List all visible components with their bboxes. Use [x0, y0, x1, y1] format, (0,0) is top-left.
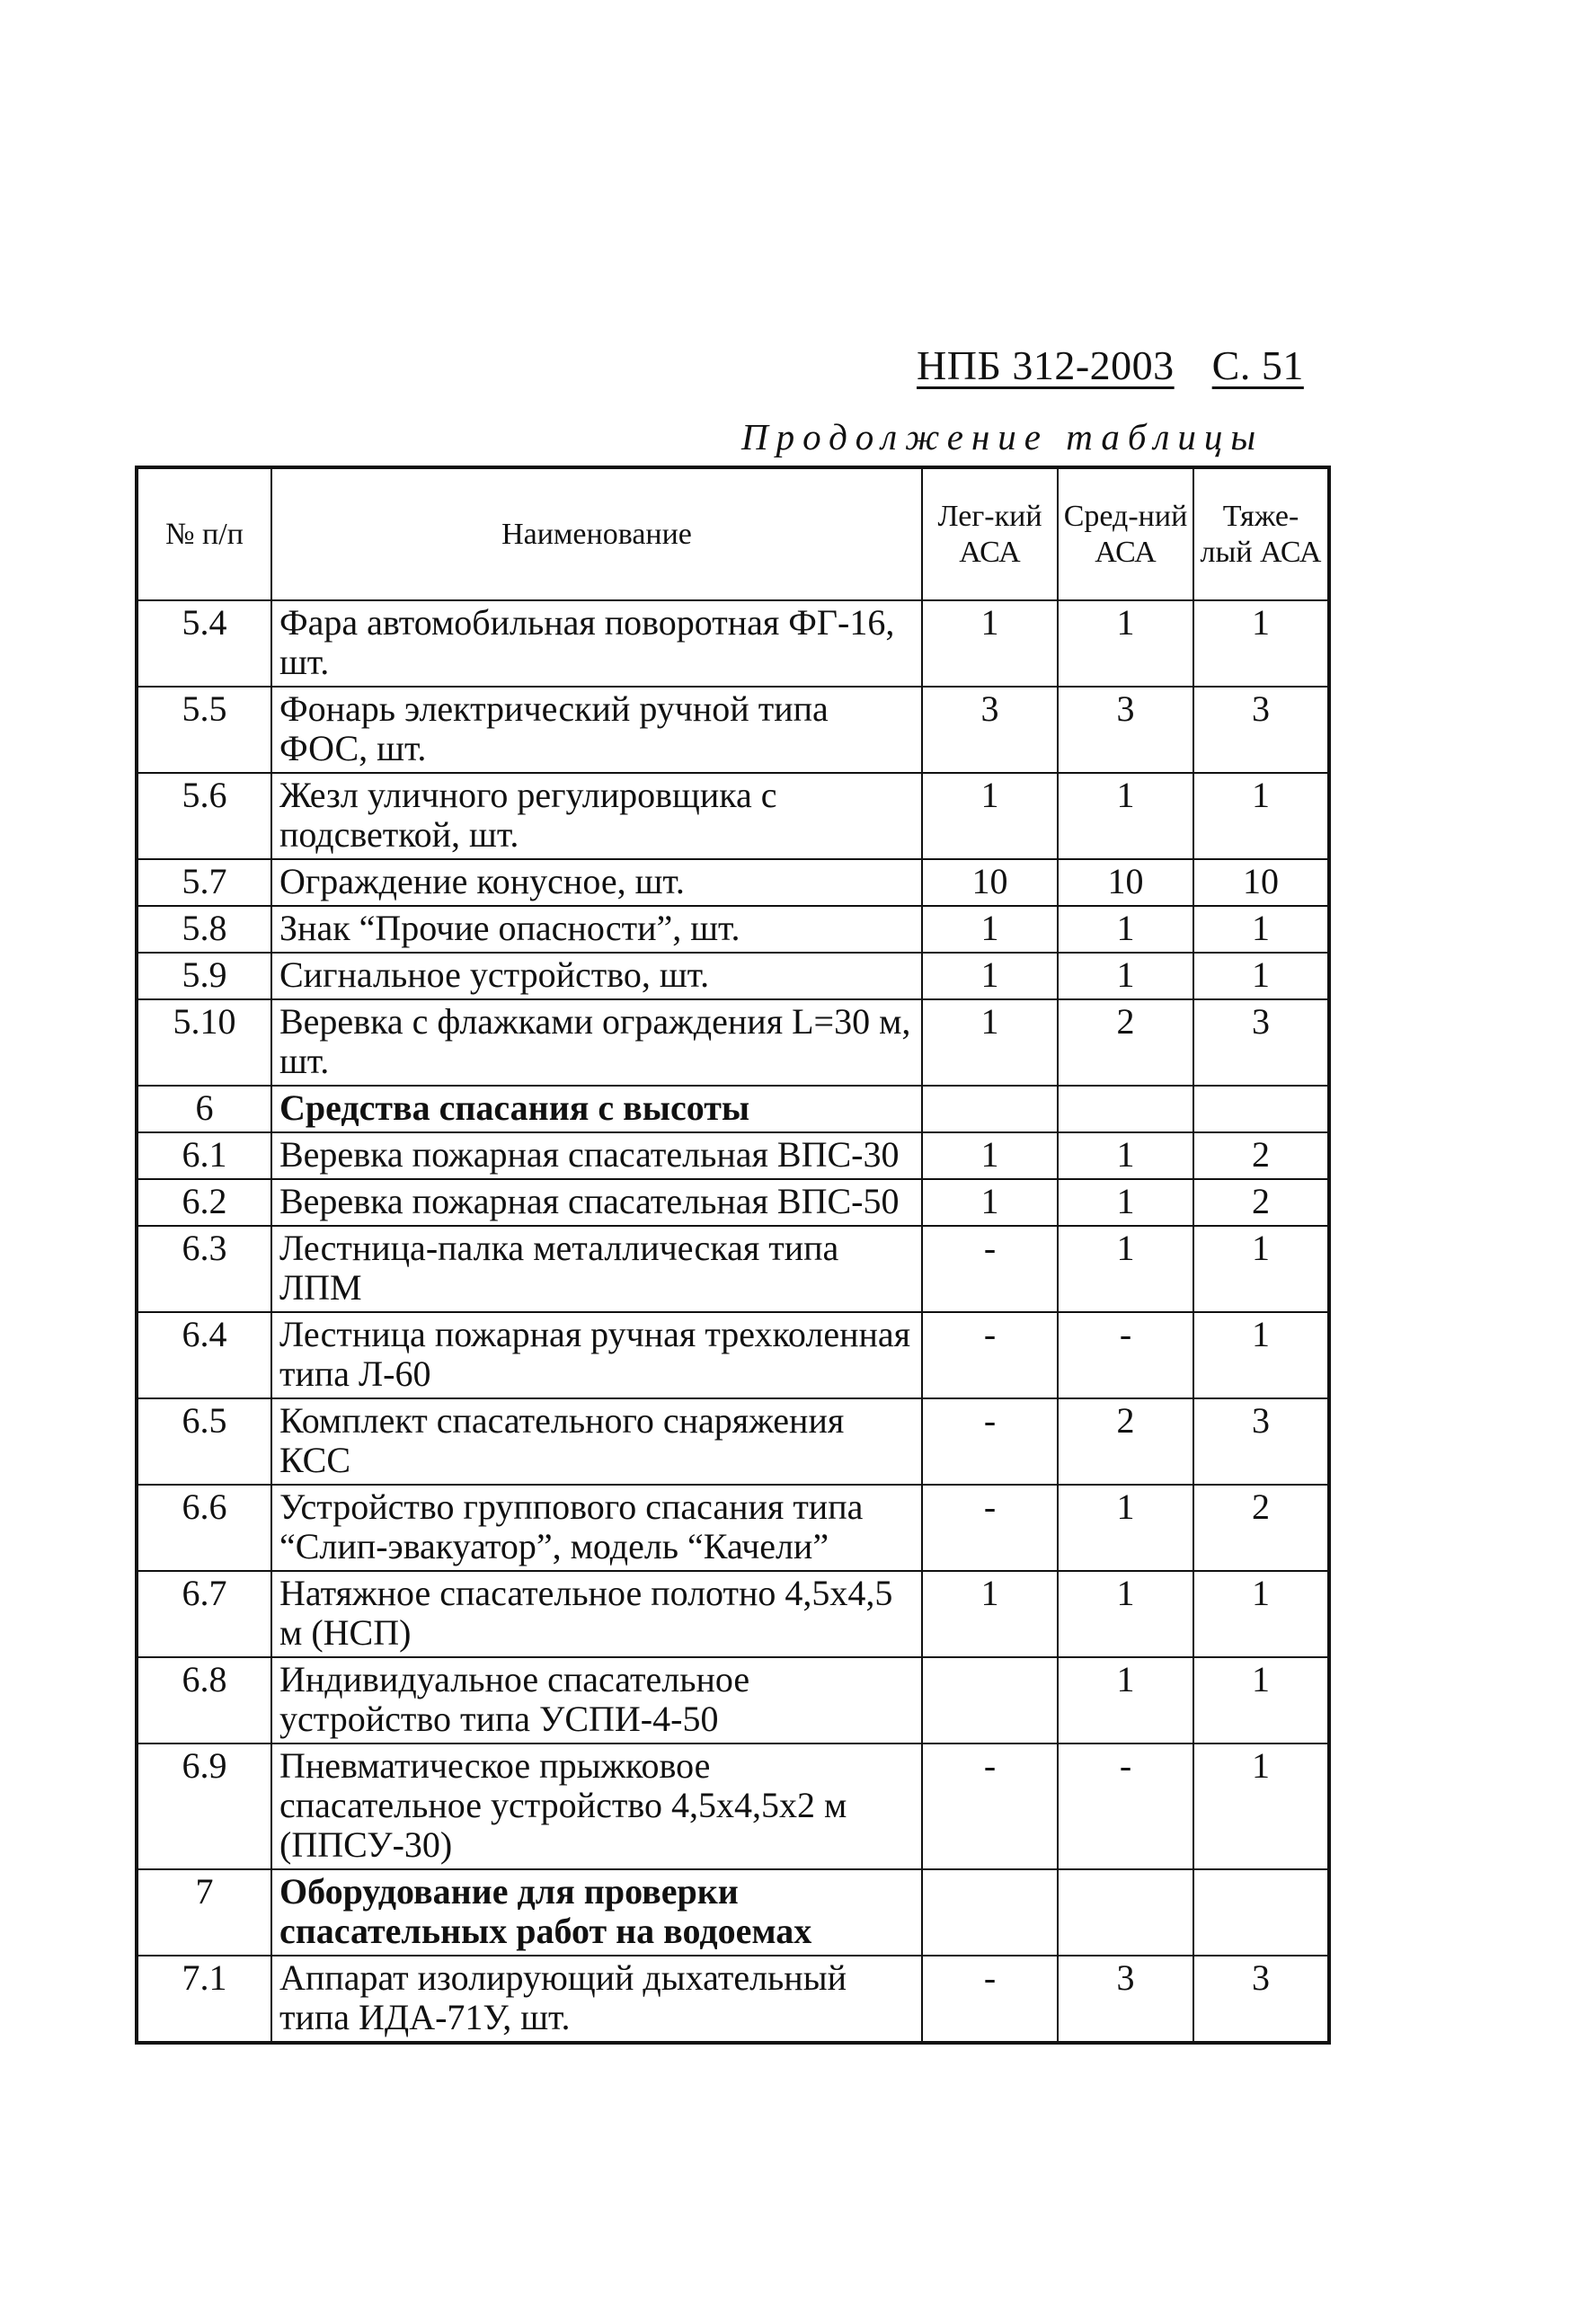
light-asa-cell	[922, 1086, 1058, 1132]
item-name-cell: Индивидуальное спасательное устройство типа УСПИ-4-50	[271, 1657, 922, 1743]
heavy-asa-cell	[1193, 1086, 1329, 1132]
heavy-asa-cell: 1	[1193, 600, 1329, 687]
column-header-name: Наименование	[271, 467, 922, 600]
heavy-asa-cell: 10	[1193, 859, 1329, 906]
heavy-asa-cell: 2	[1193, 1179, 1329, 1226]
light-asa-cell	[922, 1657, 1058, 1743]
item-name-cell: Натяжное спасательное полотно 4,5х4,5 м (НСП)	[271, 1571, 922, 1657]
table-row	[137, 1086, 1329, 1132]
column-header-heavy: Тяже-лый АСА	[1193, 467, 1329, 600]
light-asa-cell: 1	[922, 1179, 1058, 1226]
table-row	[137, 1132, 1329, 1179]
medium-asa-cell	[1058, 1869, 1193, 1956]
light-asa-cell: -	[922, 1743, 1058, 1869]
row-number-cell: 6.9	[137, 1743, 271, 1869]
heavy-asa-cell: 1	[1193, 953, 1329, 999]
heavy-asa-cell: 1	[1193, 1312, 1329, 1398]
table-row	[137, 1398, 1329, 1485]
medium-asa-cell: 1	[1058, 1226, 1193, 1312]
item-name-cell: Аппарат изолирующий дыхательный типа ИДА-71У, шт.	[271, 1956, 922, 2043]
item-name-cell: Фара автомобильная поворотная ФГ-16, шт.	[271, 600, 922, 687]
row-number-cell: 5.8	[137, 906, 271, 953]
row-number-cell: 6.4	[137, 1312, 271, 1398]
heavy-asa-cell: 3	[1193, 1398, 1329, 1485]
light-asa-cell: -	[922, 1312, 1058, 1398]
table-continuation-caption: Продолжение таблицы	[741, 416, 1264, 457]
medium-asa-cell: 1	[1058, 773, 1193, 859]
medium-asa-cell: 1	[1058, 600, 1193, 687]
item-name-cell: Веревка пожарная спасательная ВПС-30	[271, 1132, 922, 1179]
medium-asa-cell: 1	[1058, 1657, 1193, 1743]
table-row	[137, 1571, 1329, 1657]
row-number-cell: 6.2	[137, 1179, 271, 1226]
item-name-cell: Устройство группового спасания типа “Слип-эвакуатор”, модель “Качели”	[271, 1485, 922, 1571]
section-title-cell: Оборудование для проверки спасательных работ на водоемах	[271, 1869, 922, 1956]
medium-asa-cell: 1	[1058, 1179, 1193, 1226]
section-title-cell: Средства спасания с высоты	[271, 1086, 922, 1132]
heavy-asa-cell: 3	[1193, 687, 1329, 773]
item-name-cell: Лестница пожарная ручная трехколенная типа Л-60	[271, 1312, 922, 1398]
table-row	[137, 953, 1329, 999]
medium-asa-cell: 2	[1058, 1398, 1193, 1485]
item-name-cell: Веревка пожарная спасательная ВПС-50	[271, 1179, 922, 1226]
row-number-cell: 5.6	[137, 773, 271, 859]
medium-asa-cell: 1	[1058, 1571, 1193, 1657]
medium-asa-cell: 3	[1058, 687, 1193, 773]
medium-asa-cell: 1	[1058, 1485, 1193, 1571]
row-number-cell: 5.7	[137, 859, 271, 906]
medium-asa-cell: 1	[1058, 1132, 1193, 1179]
item-name-cell: Веревка с флажками ограждения L=30 м, шт.	[271, 999, 922, 1086]
light-asa-cell: 1	[922, 906, 1058, 953]
row-number-cell: 6.7	[137, 1571, 271, 1657]
row-number-cell: 6.5	[137, 1398, 271, 1485]
medium-asa-cell: 3	[1058, 1956, 1193, 2043]
equipment-table	[135, 466, 1331, 2045]
light-asa-cell: 1	[922, 999, 1058, 1086]
medium-asa-cell: 2	[1058, 999, 1193, 1086]
row-number-cell: 5.5	[137, 687, 271, 773]
table-row	[137, 600, 1329, 687]
table-row	[137, 906, 1329, 953]
column-header-medium: Сред-ний АСА	[1058, 467, 1193, 600]
light-asa-cell: 1	[922, 1571, 1058, 1657]
light-asa-cell: -	[922, 1226, 1058, 1312]
item-name-cell: Лестница-палка металлическая типа ЛПМ	[271, 1226, 922, 1312]
row-number-cell: 6	[137, 1086, 271, 1132]
table-row	[137, 1179, 1329, 1226]
medium-asa-cell: 1	[1058, 953, 1193, 999]
light-asa-cell: 1	[922, 773, 1058, 859]
item-name-cell: Комплект спасательного снаряжения КСС	[271, 1398, 922, 1485]
row-number-cell: 6.6	[137, 1485, 271, 1571]
row-number-cell: 6.1	[137, 1132, 271, 1179]
light-asa-cell: -	[922, 1485, 1058, 1571]
table-body	[137, 600, 1329, 2043]
item-name-cell: Сигнальное устройство, шт.	[271, 953, 922, 999]
light-asa-cell: 10	[922, 859, 1058, 906]
item-name-cell: Фонарь электрический ручной типа ФОС, шт.	[271, 687, 922, 773]
row-number-cell: 7	[137, 1869, 271, 1956]
table-row	[137, 1956, 1329, 2043]
table-row	[137, 1743, 1329, 1869]
heavy-asa-cell: 1	[1193, 1657, 1329, 1743]
column-header-number: № п/п	[137, 467, 271, 600]
light-asa-cell: -	[922, 1398, 1058, 1485]
medium-asa-cell: 1	[1058, 906, 1193, 953]
document-code: НПБ 312-2003	[917, 342, 1175, 388]
table-row	[137, 687, 1329, 773]
light-asa-cell	[922, 1869, 1058, 1956]
item-name-cell: Знак “Прочие опасности”, шт.	[271, 906, 922, 953]
row-number-cell: 7.1	[137, 1956, 271, 2043]
table-row	[137, 1869, 1329, 1956]
row-number-cell: 5.10	[137, 999, 271, 1086]
item-name-cell: Пневматическое прыжковое спасательное устройство 4,5х4,5х2 м (ППСУ-30)	[271, 1743, 922, 1869]
heavy-asa-cell: 1	[1193, 1571, 1329, 1657]
column-header-light: Лег-кий АСА	[922, 467, 1058, 600]
light-asa-cell: 1	[922, 953, 1058, 999]
medium-asa-cell: -	[1058, 1743, 1193, 1869]
table-row	[137, 999, 1329, 1086]
medium-asa-cell: -	[1058, 1312, 1193, 1398]
table-row	[137, 1657, 1329, 1743]
table-row	[137, 1312, 1329, 1398]
heavy-asa-cell	[1193, 1869, 1329, 1956]
row-number-cell: 5.4	[137, 600, 271, 687]
heavy-asa-cell: 1	[1193, 773, 1329, 859]
row-number-cell: 5.9	[137, 953, 271, 999]
page-header	[917, 342, 1330, 389]
heavy-asa-cell: 3	[1193, 1956, 1329, 2043]
row-number-cell: 6.3	[137, 1226, 271, 1312]
heavy-asa-cell: 2	[1193, 1485, 1329, 1571]
heavy-asa-cell: 1	[1193, 906, 1329, 953]
table-row	[137, 1226, 1329, 1312]
heavy-asa-cell: 1	[1193, 1743, 1329, 1869]
heavy-asa-cell: 3	[1193, 999, 1329, 1086]
heavy-asa-cell: 2	[1193, 1132, 1329, 1179]
medium-asa-cell	[1058, 1086, 1193, 1132]
table-row	[137, 773, 1329, 859]
heavy-asa-cell: 1	[1193, 1226, 1329, 1312]
light-asa-cell: -	[922, 1956, 1058, 2043]
light-asa-cell: 1	[922, 600, 1058, 687]
light-asa-cell: 1	[922, 1132, 1058, 1179]
medium-asa-cell: 10	[1058, 859, 1193, 906]
item-name-cell: Ограждение конусное, шт.	[271, 859, 922, 906]
row-number-cell: 6.8	[137, 1657, 271, 1743]
table-header-row	[137, 467, 1329, 600]
table-row	[137, 1485, 1329, 1571]
page-number: С. 51	[1211, 342, 1304, 388]
table-row	[137, 859, 1329, 906]
light-asa-cell: 3	[922, 687, 1058, 773]
item-name-cell: Жезл уличного регулировщика с подсветкой, шт.	[271, 773, 922, 859]
